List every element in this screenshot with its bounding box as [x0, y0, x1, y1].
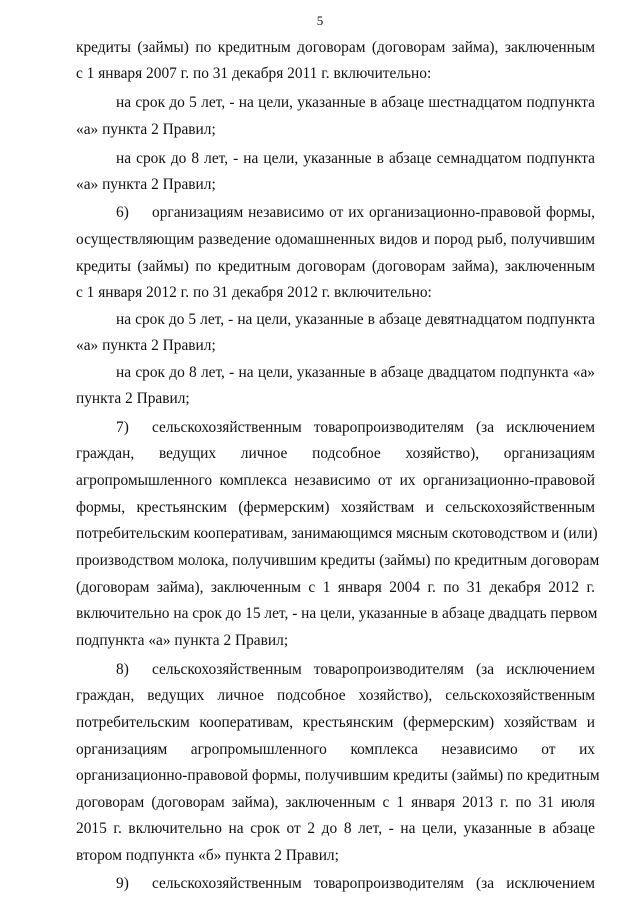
text-line: организациям агропромышленного комплекса независимо от их: [76, 741, 595, 758]
text-line: граждан, ведущих личное подсобное хозяйство), сельскохозяйственным: [76, 687, 595, 704]
item-number: 6): [116, 204, 129, 221]
text-line: сельскохозяйственным товаропроизводителям (за исключением: [152, 875, 595, 892]
text-line: организационно-правовой формы, получившим кредиты (займы) по кредитным: [76, 767, 600, 784]
text-line: сельскохозяйственным товаропроизводителям (за исключением: [152, 661, 595, 678]
text-line: подпункта «а» пункта 2 Правил;: [76, 632, 289, 649]
text-line: граждан, ведущих личное подсобное хозяйство), организациям: [76, 445, 595, 462]
text-line: на срок до 8 лет, - на цели, указанные в абзаце двадцатом подпункта «а»: [116, 364, 595, 381]
text-line: потребительским кооперативам, крестьянским (фермерским) хозяйствам и: [76, 714, 595, 731]
text-line: 2015 г. включительно на срок от 2 до 8 лет, - на цели, указанные в абзаце: [76, 820, 595, 837]
text-line: потребительским кооперативам, занимающимся мясным скотоводством и (или): [76, 525, 598, 542]
text-line: с 1 января 2012 г. по 31 декабря 2012 г. включительно:: [76, 284, 432, 301]
item-number: 9): [116, 875, 129, 892]
text-line: (договорам займа), заключенным с 1 января 2004 г. по 31 декабря 2012 г.: [76, 579, 595, 596]
text-line: на срок до 5 лет, - на цели, указанные в абзаце шестнадцатом подпункта: [116, 94, 595, 111]
text-line: «а» пункта 2 Правил;: [76, 337, 216, 354]
text-line: на срок до 5 лет, - на цели, указанные в абзаце девятнадцатом подпункта: [116, 311, 595, 328]
text-line: организациям независимо от их организационно-правовой формы,: [152, 204, 595, 221]
text-line: осуществляющим разведение одомашненных видов и пород рыб, получившим: [76, 231, 595, 248]
text-line: включительно на срок до 15 лет, - на цели, указанные в абзаце двадцать первом: [76, 605, 598, 622]
text-line: кредиты (займы) по кредитным договорам (договорам займа), заключенным: [76, 39, 595, 56]
text-line: на срок до 8 лет, - на цели, указанные в абзаце семнадцатом подпункта: [116, 150, 595, 167]
text-line: формы, крестьянским (фермерским) хозяйствам и сельскохозяйственным: [76, 499, 595, 516]
text-line: с 1 января 2007 г. по 31 декабря 2011 г. включительно:: [76, 65, 432, 82]
text-line: «а» пункта 2 Правил;: [76, 121, 216, 138]
text-line: сельскохозяйственным товаропроизводителям (за исключением: [152, 419, 595, 436]
page-number: 5: [316, 13, 324, 28]
text-line: договорам (договорам займа), заключенным с 1 января 2013 г. по 31 июля: [76, 794, 595, 811]
item-number: 7): [116, 419, 129, 436]
text-line: втором подпункта «б» пункта 2 Правил;: [76, 847, 339, 864]
text-line: кредиты (займы) по кредитным договорам (договорам займа), заключенным: [76, 258, 595, 275]
text-line: «а» пункта 2 Правил;: [76, 176, 216, 193]
text-line: производством молока, получившим кредиты (займы) по кредитным договорам: [76, 552, 600, 569]
item-number: 8): [116, 661, 129, 678]
text-line: пункта 2 Правил;: [76, 390, 190, 407]
text-line: агропромышленного комплекса независимо от их организационно-правовой: [76, 472, 595, 489]
